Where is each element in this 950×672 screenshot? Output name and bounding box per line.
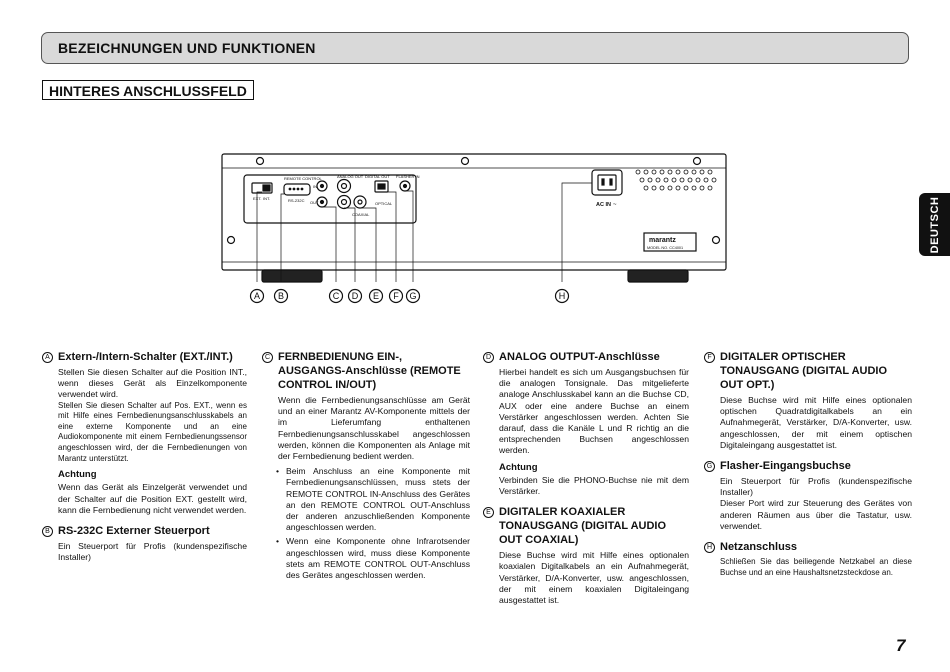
item-g-text-1: Ein Steuerport für Profis (kundenspezifische Installer) [720,476,912,498]
item-c-bullet-1: • Beim Anschluss an eine Komponente mit Fernbedienungsanschlüssen, muss stets der REMOTE CONTROL IN-Anschluss des Gerätes an den REMOTE CONTROL OUT-Anschluss der anderen anzuschließenden Komponente angeschlossen werden. [286,466,470,533]
item-g-text-2: Dieser Port wird zur Steuerung des Gerätes von anderen Räumen aus über die Tastatur, usw. verwendet. [720,498,912,531]
label-optical: OPTICAL [375,201,393,206]
vent-holes [636,170,716,190]
rear-panel-diagram [200,150,740,310]
column-4 [704,350,912,586]
item-d-text-1: Hierbei handelt es sich um Ausgangsbuchsen für die analogen Tonsignale. Das mitgelieferte analoge Anschlusskabel kann an die Buchse CD, AUX oder eine andere Buchse an einem Verstärker angeschlossen werden. Achten Sie darauf, dass die Kanäle L und R richtig an die entsprechenden Buchsen angeschlossen werden. [499,367,689,456]
item-f-text-1: Diese Buchse wird mit Hilfe eines optionalen optischen Quadratdigitalkabels an ein Aufnahmegerät, Verstärker, D/A-Konverter, usw. angeschlossen, der mit einem optischen Digitaleingang ausgestattet ist. [720,395,912,450]
item-d-title: ANALOG OUTPUT-Anschlüsse [499,351,660,363]
label-int: INT. [263,196,271,201]
language-tab-label: DEUTSCH [928,196,941,253]
column-2 [262,350,470,589]
foot-right [628,270,688,282]
callout-d-label: D [351,291,359,301]
item-a-text-1: Stellen Sie diesen Schalter auf die Position INT., wenn dieses Gerät als Einzelkomponente verwendet wird. [58,367,247,400]
label-ext: EXT. [253,196,262,201]
item-a [42,350,247,516]
column-3 [483,350,689,614]
item-a-note: Wenn das Gerät als Einzelgerät verwendet und der Schalter auf die Position EXT. gestellt wird, kann die Fernbedienung nicht verwendet werden. [58,482,247,515]
coaxial-out-jack [354,196,366,208]
item-e [483,505,689,606]
item-f-mark: F [704,352,715,363]
callout-c-label: C [332,291,340,301]
item-h [704,540,912,578]
chassis-outline [222,154,726,270]
item-b-mark: B [42,526,53,537]
item-c-mark: C [262,352,273,363]
page-header-title: BEZEICHNUNGEN UND FUNKTIONEN [58,40,316,56]
screw-icon [228,237,235,244]
item-g [704,459,912,532]
item-a-title: Extern-/Intern-Schalter (EXT./INT.) [58,351,233,363]
item-a-text-2: Stellen Sie diesen Schalter auf Pos. EXT., wenn es mit Hilfe eines Fernbedienungsanschlusskabels an eine externe Komponente und an eine Audiokomponente mit einem Fernbedienungssensor angeschlossen wird, der die Fernbedienungen von Marantz unterstützt. [58,400,247,463]
item-a-mark: A [42,352,53,363]
column-1 [42,350,247,571]
item-h-mark: H [704,542,715,553]
nameplate-model: MODEL NO. CC4001 [647,246,684,250]
screw-icon [694,158,701,165]
foot-left [262,270,322,282]
label-flasher-in: FLASHER IN [396,174,420,179]
label-out: OUT [310,200,319,205]
item-h-text-1: Schließen Sie das beiliegende Netzkabel an diese Buchse und an eine Haushaltsnetzsteckdose an. [720,557,912,577]
analog-out-r-jack [338,196,351,209]
item-c [262,350,470,581]
label-analog-out: ANALOG OUT [337,174,364,179]
item-b-title: RS-232C Externer Steuerport [58,524,210,537]
svg-text:~: ~ [613,202,617,208]
item-b-text-1: Ein Steuerport für Profis (kundenspezifische Installer) [58,540,247,563]
page-header-bar [41,32,909,64]
language-tab [919,193,950,256]
label-ac-in: AC IN [596,202,611,208]
item-d-mark: D [483,352,494,363]
callout-g-label: G [409,291,417,301]
callout-a-label: A [253,291,261,301]
item-a-note-title: Achtung [58,469,97,481]
item-e-title: DIGITALER KOAXIALER TONAUSGANG (DIGITAL AUDIO OUT COAXIAL) [499,506,667,547]
screw-icon [713,237,720,244]
callout-f-label: F [393,291,399,301]
item-f-title: DIGITALER OPTISCHER TONAUSGANG (DIGITAL AUDIO OUT OPT.) [720,351,888,391]
item-c-title: FERNBEDIENUNG EIN-, AUSGANGS-Anschlüsse (REMOTE CONTROL IN/OUT) [278,351,461,391]
item-c-text-1: Wenn die Fernbedienungsanschlüsse am Gerät und an einer Marantz AV-Komponente mittels der im Lieferumfang enthaltenen Fernbedienungsanschlusskabel angeschlossen werden, können die Komponenten als Anlage mit der Fernbedienung bedient werden. [278,395,470,462]
callout-b-label: B [277,291,285,301]
item-g-mark: G [704,461,715,472]
item-b [42,524,247,563]
item-d [483,350,689,497]
item-e-text-1: Diese Buchse wird mit Hilfe eines optionalen koaxialen Digitalkabels an ein Aufnahmegerät, Verstärker, D/A-Konverter, usw. angeschlossen, der mit einem koaxialen Digitaleingang ausgestattet ist. [499,550,689,606]
nameplate-brand: marantz [649,237,676,244]
item-g-title: Flasher-Eingangsbuchse [720,460,851,473]
item-c-bullet-list [262,466,470,581]
screw-icon [257,158,264,165]
label-digital-out: DIGITAL OUT [365,174,390,179]
item-c-bullet-2: • Wenn eine Komponente ohne Infrarotsender angeschlossen wird, muss diese Komponente stets am REMOTE CONTROL OUT-Anschluss des Gerätes angeschlossen werden. [286,536,470,581]
label-in: IN [313,184,317,189]
item-e-mark: E [483,507,494,518]
label-rs232c: RS-232C [288,198,305,203]
item-d-note: Verbinden Sie die PHONO-Buchse nie mit dem Verstärker. [499,474,689,497]
callout-e-label: E [372,291,380,301]
ac-inlet [592,170,622,195]
item-d-note-title: Achtung [499,461,538,473]
callout-h-label: H [558,291,566,301]
section-title: HINTERES ANSCHLUSSFELD [42,80,254,100]
item-h-title: Netzanschluss [720,541,798,554]
item-f [704,350,912,451]
page-number: 7 [896,636,906,655]
analog-out-l-jack [338,180,351,193]
label-coaxial: COAXIAL [352,212,370,217]
screw-icon [462,158,469,165]
label-remote-control: REMOTE CONTROL [284,176,322,181]
